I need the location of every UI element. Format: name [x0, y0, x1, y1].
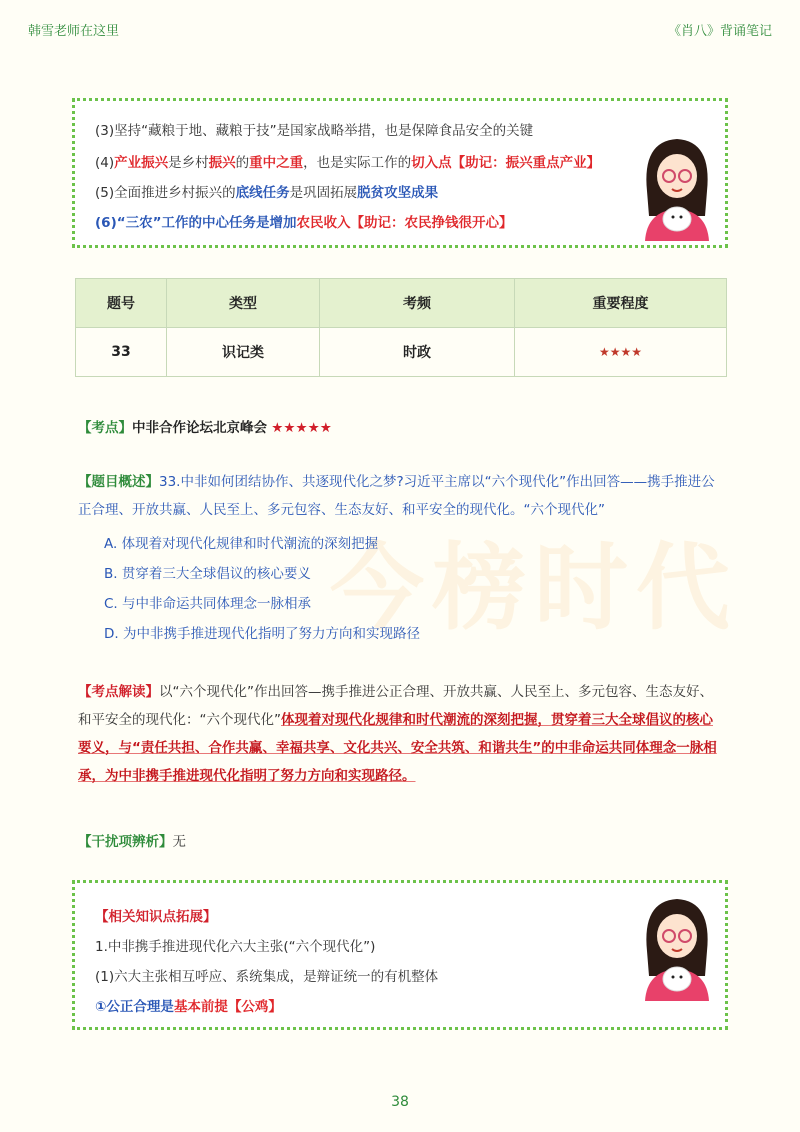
text: 33.中非如何团结协作、共逐现代化之梦?习近平主席以“六个现代化”作出回答——携手推进公正合理、开放共赢、人民至上、多元包容、生态友好、和平安全的现代化。“六个现代化” [78, 474, 715, 518]
question-summary [78, 468, 726, 524]
notes-box-top [72, 98, 728, 248]
text: 【考点】 [78, 420, 132, 436]
text: (6)“三农”工作的中心任务是增加 [95, 215, 297, 231]
header-author: 韩雪老师在这里 [28, 24, 120, 39]
page-number: 38 [391, 1094, 409, 1110]
watermark: 今榜时代 [330, 534, 739, 643]
table-header: 类型 [167, 279, 320, 328]
teacher-cartoon-icon [637, 131, 717, 241]
option-d: D. 为中非携手推进现代化指明了努力方向和实现路径 [104, 626, 420, 642]
text: 重中之重 [249, 155, 304, 171]
text: 【公鸡】 [227, 999, 282, 1015]
text: 【干扰项辨析】 [78, 834, 173, 850]
extension-title [95, 905, 217, 925]
text: 切入点【助记：振兴重点产业】 [411, 155, 601, 171]
text: ，也是实际工作的 [303, 155, 412, 171]
text: 体现着对现代化规律和时代潮流的深刻把握，贯穿着三大全球倡议的核心要义，与“责任共担、合作共赢、幸福共享、文化共兴、安全共筑、和谐共生”的中非命运共同体理念一脉相承，为中非携手推进现代化指明了努力方向和实现路径。 [78, 712, 717, 784]
text: 振兴 [208, 155, 236, 171]
teacher-cartoon-icon [637, 891, 717, 1001]
text: 是巩固拓展 [289, 185, 358, 201]
option-c: C. 与中非命运共同体理念一脉相承 [104, 596, 312, 612]
text: (4) [95, 155, 115, 171]
distractor-analysis [78, 830, 186, 850]
text: 无 [172, 834, 186, 850]
text: 底线任务 [235, 185, 290, 201]
extension-line-1: 1.中非携手推进现代化六大主张(“六个现代化”) [95, 939, 376, 955]
notes-box-bottom [72, 880, 728, 1030]
kaodian-line [78, 416, 332, 436]
text: 是乡村 [168, 155, 209, 171]
option-b: B. 贯穿着三大全球倡议的核心要义 [104, 566, 311, 582]
text: 产业振兴 [114, 155, 169, 171]
text: 以“六个现代化”作出回答—携手推进公正合理、开放共赢、人民至上、多元包容、生态友好、和平安全的现代化：“六个现代化” [78, 684, 713, 728]
text: 农民收入 [296, 215, 351, 231]
importance-stars: ★★★★ [515, 328, 727, 377]
table-cell: 33 [76, 328, 167, 377]
extension-line-3 [95, 995, 282, 1015]
note-line-4 [95, 151, 600, 171]
question-info-table [75, 278, 727, 377]
extension-line-2: (1)六大主张相互呼应、系统集成，是辩证统一的有机整体 [95, 969, 439, 985]
table-header: 题号 [76, 279, 167, 328]
text: 脱贫攻坚成果 [357, 185, 439, 201]
text: (5)全面推进乡村振兴的 [95, 185, 236, 201]
note-line-6 [95, 211, 512, 231]
text: 【题目概述】 [78, 474, 159, 490]
option-a: A. 体现着对现代化规律和时代潮流的深刻把握 [104, 536, 379, 552]
note-line-5 [95, 181, 438, 201]
text: 基本前提 [173, 999, 228, 1015]
table-cell: 时政 [320, 328, 515, 377]
table-cell: 识记类 [167, 328, 320, 377]
text: 中非合作论坛北京峰会 [132, 420, 267, 436]
text: 【考点解读】 [78, 684, 159, 700]
table-header: 考频 [320, 279, 515, 328]
text: ★★★★★ [271, 420, 332, 436]
kaodian-interpretation [78, 678, 726, 790]
text: 【相关知识点拓展】 [95, 909, 217, 925]
header-book-title: 《肖八》背诵笔记 [667, 24, 772, 39]
text: ①公正合理是 [95, 999, 174, 1015]
text: 的 [235, 155, 250, 171]
table-header: 重要程度 [515, 279, 727, 328]
text: 【助记：农民挣钱很开心】 [350, 215, 513, 231]
note-line-3: (3)坚持“藏粮于地、藏粮于技”是国家战略举措，也是保障食品安全的关键 [95, 123, 534, 139]
